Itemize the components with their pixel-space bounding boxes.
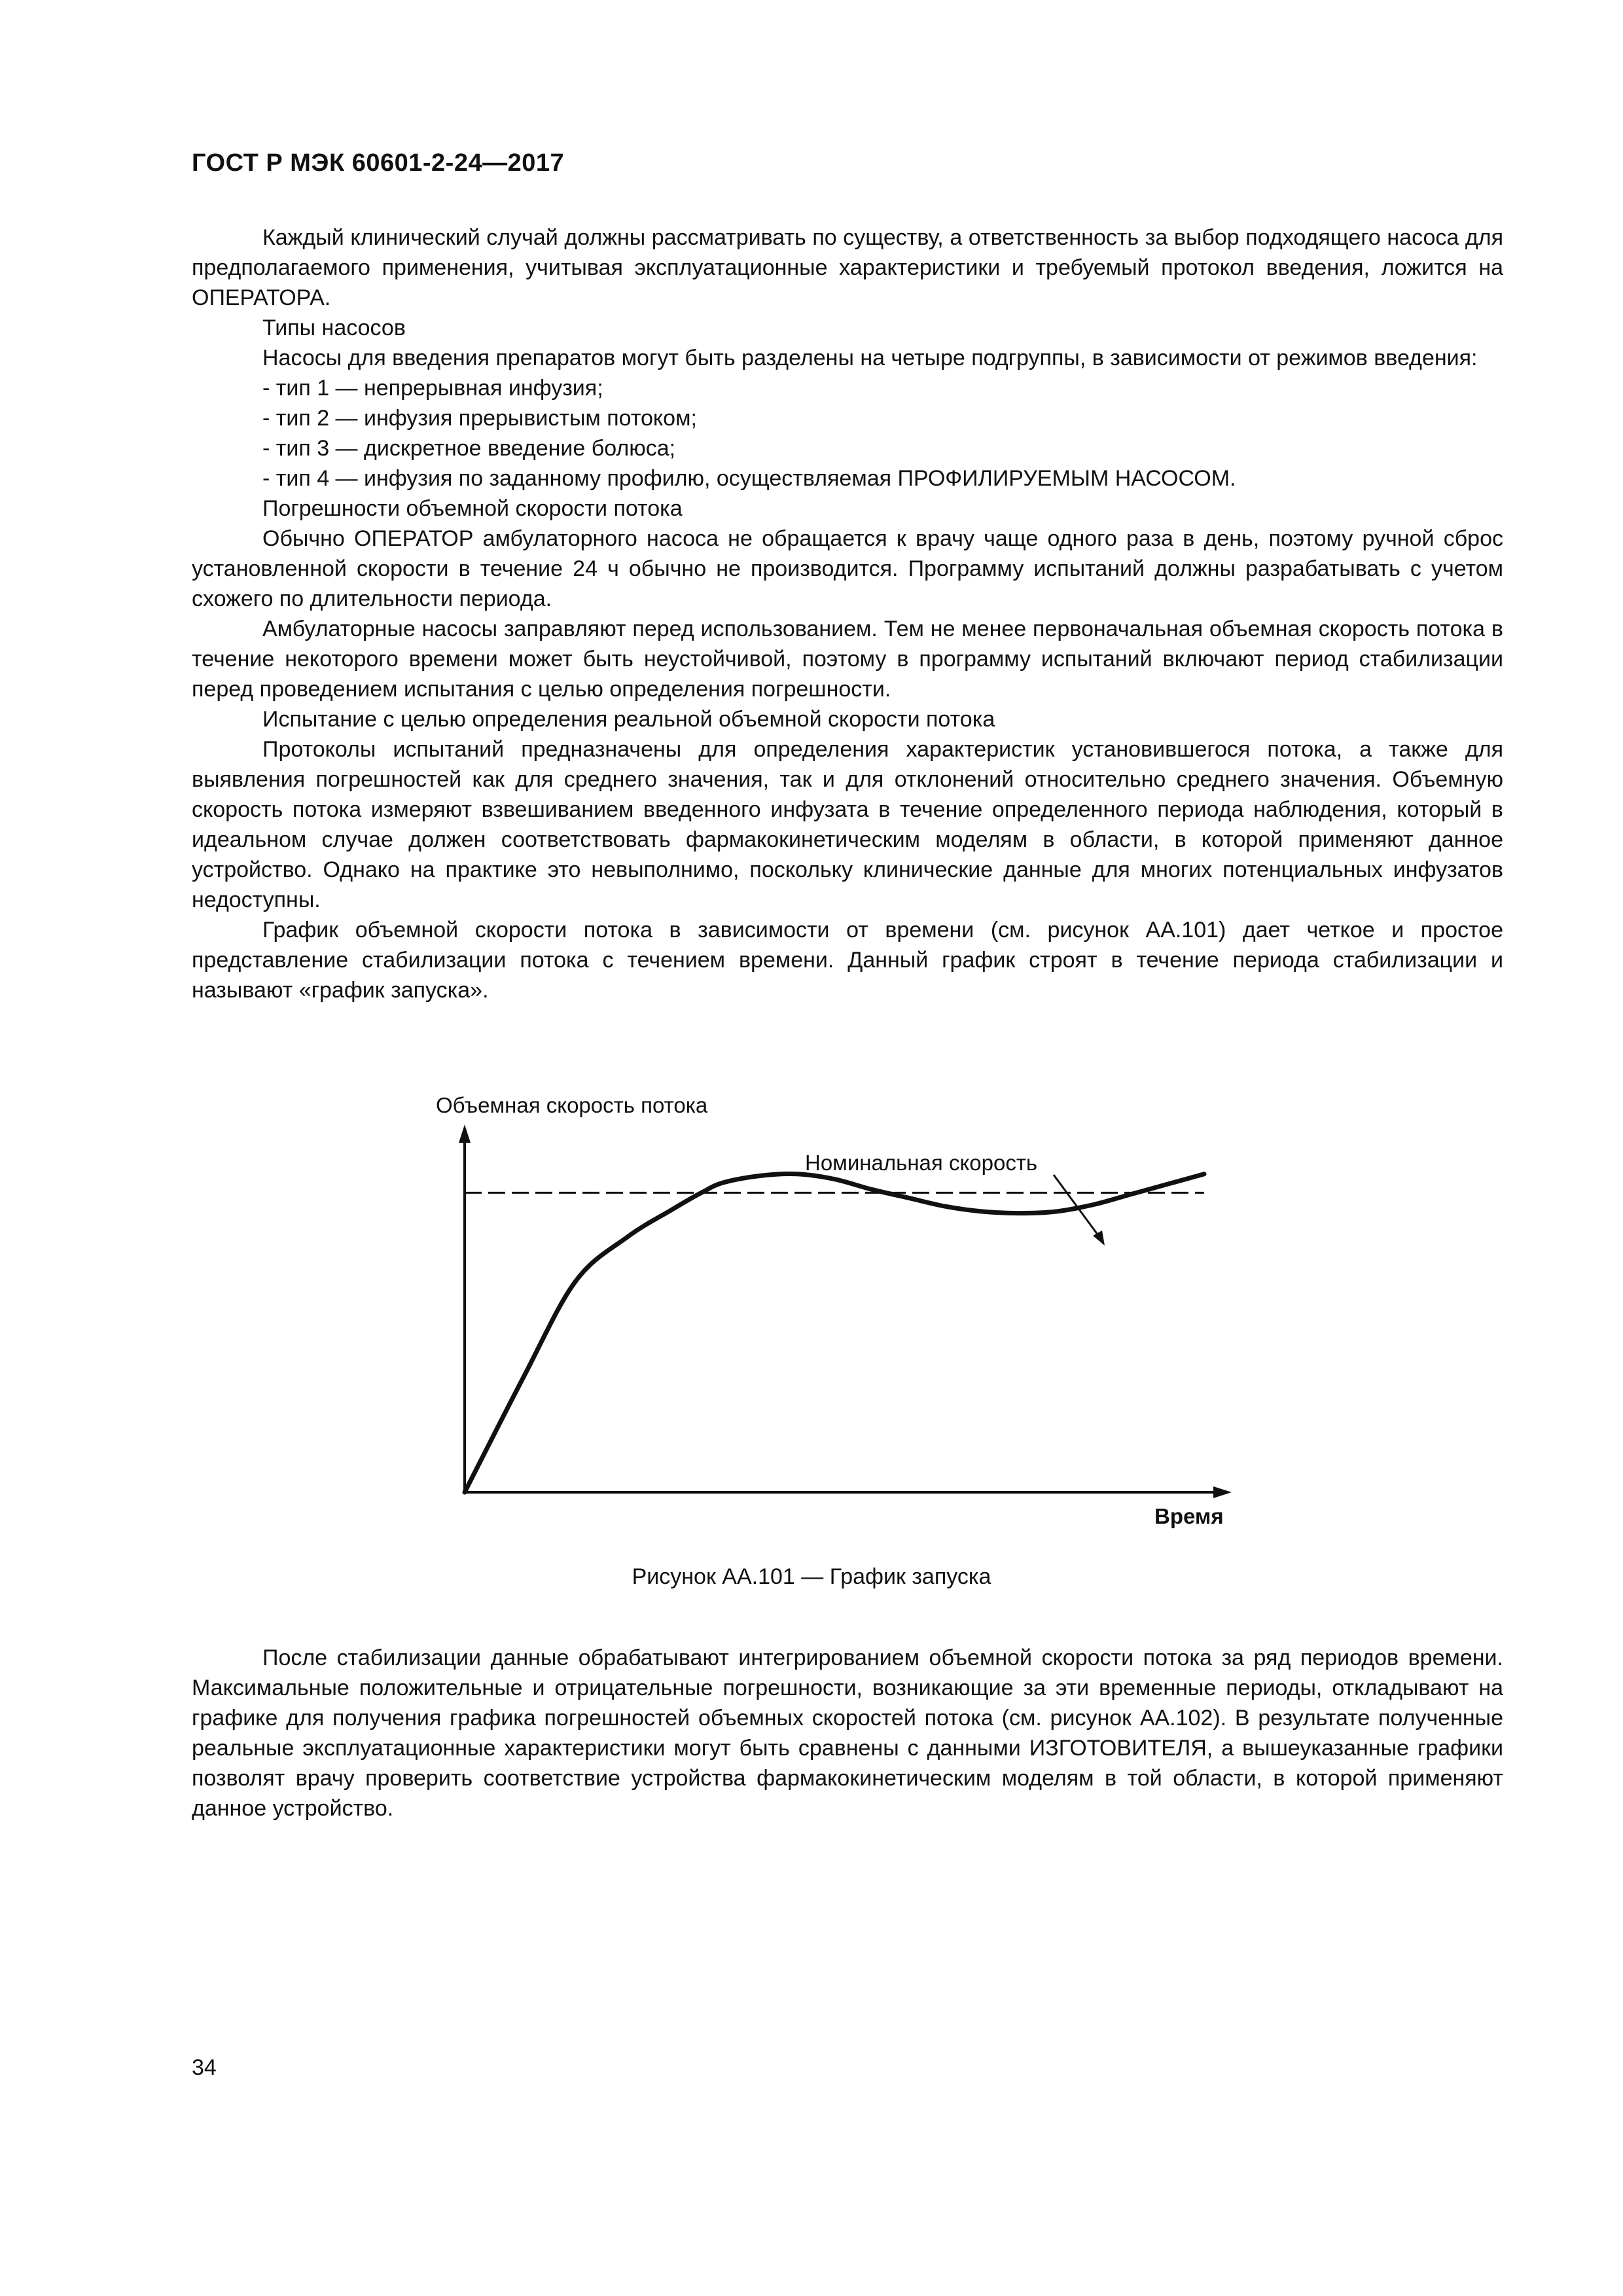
paragraph: Амбулаторные насосы заправляют перед использованием. Тем не менее первоначальная объемная скорость потока в течение некоторого времени может быть неустойчивой, поэтому в программу испытаний включают период стабилизации перед проведением испытания с целью определения погрешности.	[192, 617, 1503, 702]
paragraph: Каждый клинический случай должны рассматривать по существу, а ответственность за выбор подходящего насоса для предполагаемого применения, учитывая эксплуатационные характеристики и требуемый протокол введения, ложится на ОПЕРАТОРА.	[192, 225, 1503, 310]
startup-curve	[465, 1174, 1204, 1492]
paragraph: Насосы для введения препаратов могут быть разделены на четыре подгруппы, в зависимости от режимов введения:	[262, 346, 1478, 370]
subheading-real-flow-test: Испытание с целью определения реальной объемной скорости потока	[262, 707, 995, 732]
document-header: ГОСТ Р МЭК 60601-2-24—2017	[192, 149, 565, 177]
list-item: - тип 2 — инфузия прерывистым потоком;	[262, 406, 697, 431]
paragraph: График объемной скорости потока в зависимости от времени (см. рисунок АА.101) дает четкое и простое представление стабилизации потока с течением времени. Данный график строят в течение периода стабилизации и называют «график запуска».	[192, 918, 1503, 1003]
list-item: - тип 3 — дискретное введение болюса;	[262, 436, 676, 461]
paragraph: После стабилизации данные обрабатывают интегрированием объемной скорости потока за ряд периодов времени. Максимальные положительные и отрицательные погрешности, возникающие за эти временные периоды, откладывают на графике для получения графика погрешностей объемных скоростей потока (см. рисунок АА.102). В результате полученные реальные эксплуатационные характеристики могут быть сравнены с данными ИЗГОТОВИТЕЛЯ, а вышеуказанные графики позволят врачу проверить соответствие устройства фармакокинетическим моделям в той области, в которой применяют данное устройство.	[192, 1645, 1503, 1821]
y-axis-label: Объемная скорость потока	[436, 1093, 708, 1117]
nominal-rate-label: Номинальная скорость	[805, 1151, 1038, 1175]
x-axis-label: Время	[1154, 1504, 1224, 1528]
body-text-top	[192, 223, 1503, 1005]
paragraph: Обычно ОПЕРАТОР амбулаторного насоса не обращается к врачу чаще одного раза в день, поэтому ручной сброс установленной скорости в течение 24 ч обычно не производится. Программу испытаний должны разрабатывать с учетом схожего по длительности периода.	[192, 526, 1503, 611]
paragraph: Протоколы испытаний предназначены для определения характеристик установившегося потока, а также для выявления погрешностей как для среднего значения, так и для отклонений относительно среднего значения. Объемную скорость потока измеряют взвешиванием введенного инфузата в течение определенного периода наблюдения, который в идеальном случае должен соответствовать фармакокинетическим моделям в области, в которой применяют данное устройство. Однако на практике это невыполнимо, поскольку клинические данные для многих потенциальных инфузатов недоступны.	[192, 737, 1503, 912]
nominal-label-arrow	[1093, 1230, 1105, 1246]
y-axis-arrow	[459, 1124, 471, 1143]
page-number: 34	[192, 2055, 217, 2080]
x-axis-arrow	[1213, 1486, 1232, 1498]
list-item: - тип 4 — инфузия по заданному профилю, осуществляемая ПРОФИЛИРУЕМЫМ НАСОСОМ.	[262, 466, 1236, 491]
subheading-flow-errors: Погрешности объемной скорости потока	[262, 496, 683, 521]
subheading-pump-types: Типы насосов	[262, 315, 406, 340]
startup-chart-figure	[419, 1080, 1270, 1545]
body-text-bottom	[192, 1643, 1503, 1823]
figure-caption: Рисунок АА.101 — График запуска	[632, 1564, 991, 1589]
startup-chart	[419, 1080, 1270, 1545]
list-item: - тип 1 — непрерывная инфузия;	[262, 376, 603, 401]
